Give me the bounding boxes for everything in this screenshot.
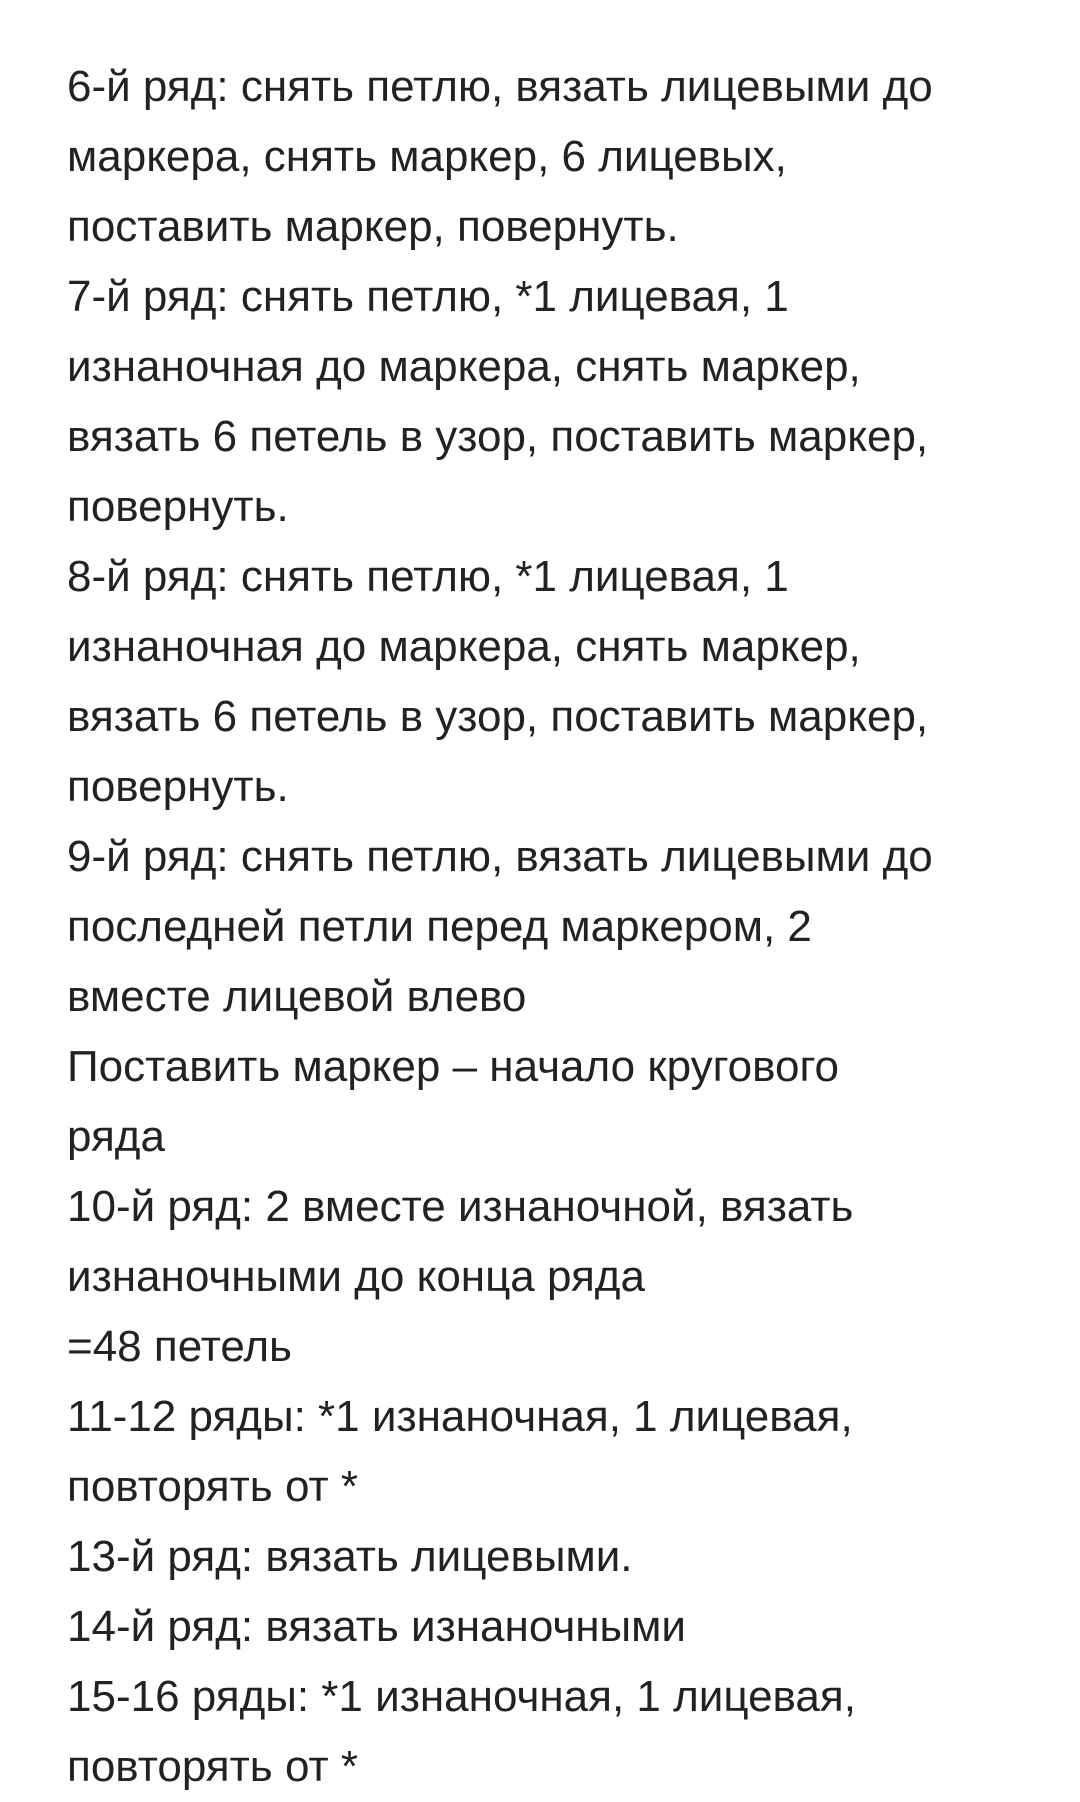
text-line: 13-й ряд: вязать лицевыми. [67,1532,633,1581]
text-line: 6-й ряд: снять петлю, вязать лицевыми до [67,62,933,111]
text-line: повернуть. [67,762,289,811]
text-line: последней петли перед маркером, 2 [67,902,812,951]
text-line: изнаночная до маркера, снять маркер, [67,622,861,671]
text-line: 10-й ряд: 2 вместе изнаночной, вязать [67,1182,854,1231]
text-line: изнаночная до маркера, снять маркер, [67,342,861,391]
text-line: 14-й ряд: вязать изнаночными [67,1602,687,1651]
text-line: вязать 6 петель в узор, поставить маркер, [67,412,929,461]
text-line: 15-16 ряды: *1 изнаночная, 1 лицевая, [67,1672,856,1721]
text-line: 7-й ряд: снять петлю, *1 лицевая, 1 [67,272,789,321]
text-line-clipped-top [67,0,1027,52]
text-line: 11-12 ряды: *1 изнаночная, 1 лицевая, [67,1392,853,1441]
text-line: Поставить маркер – начало кругового [67,1042,840,1091]
text-line: повернуть. [67,482,289,531]
text-line: изнаночными до конца ряда [67,1252,645,1301]
text-line: =48 петель [67,1322,292,1371]
text-line: маркера, снять маркер, 6 лицевых, [67,132,787,181]
text-line: повторять от * [67,1742,358,1791]
text-line: 8-й ряд: снять петлю, *1 лицевая, 1 [67,552,789,601]
document-body [67,0,1027,1802]
text-line: повторять от * [67,1462,358,1511]
text-line: ряда [67,1112,165,1161]
text-line: поставить маркер, повернуть. [67,202,679,251]
text-line: вместе лицевой влево [67,972,527,1021]
text-line: 9-й ряд: снять петлю, вязать лицевыми до [67,832,933,881]
text-line: вязать 6 петель в узор, поставить маркер, [67,692,929,741]
